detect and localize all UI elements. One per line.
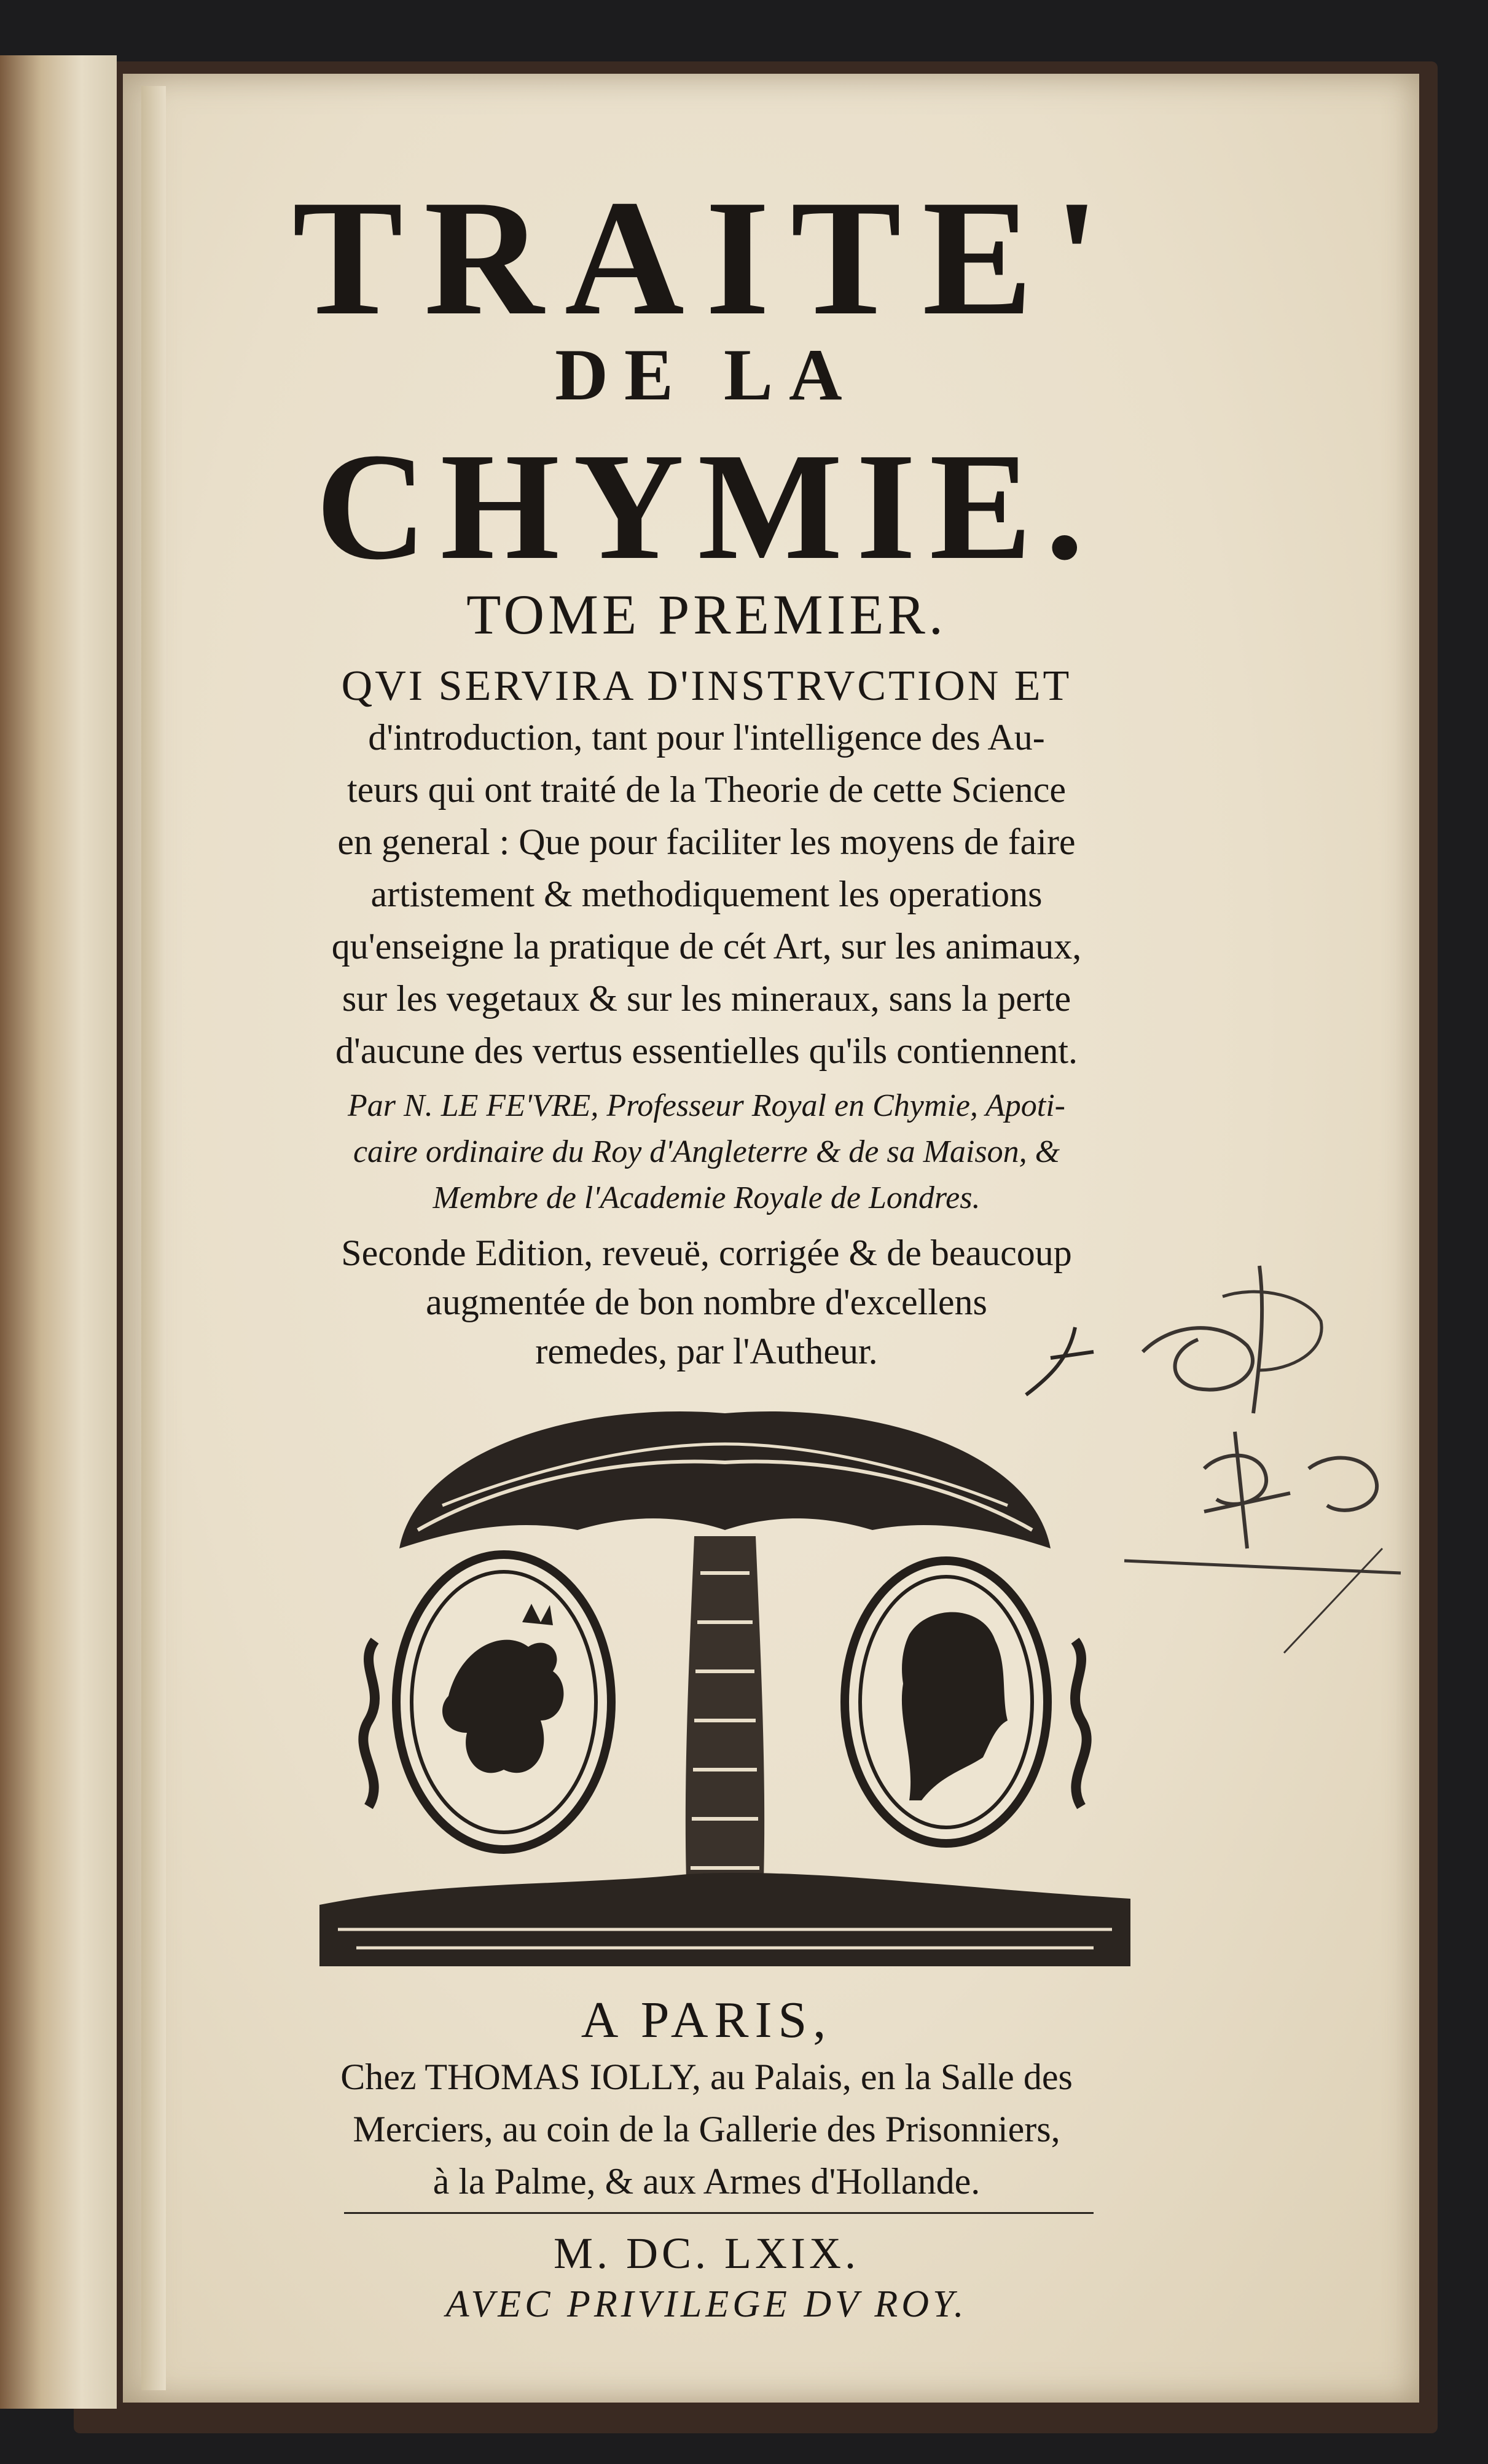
- author-line-1: Par N. LE FE'VRE, Professeur Royal en Chymie, Apoti-: [348, 1088, 1065, 1123]
- author-line-2: caire ordinaire du Roy d'Angleterre & de sa Maison, &: [353, 1134, 1060, 1169]
- edition-line-1: Seconde Edition, reveuë, corrigée & de beaucoup: [341, 1233, 1072, 1273]
- description-line-5: artistement & methodiquement les operations: [370, 874, 1043, 914]
- imprint-line-4: à la Palme, & aux Armes d'Hollande.: [433, 2161, 981, 2202]
- edition-line-3: remedes, par l'Autheur.: [535, 1331, 878, 1371]
- edition-line-2: augmentée de bon nombre d'excellens: [426, 1282, 987, 1322]
- author-line-3: Membre de l'Academie Royale de Londres.: [433, 1180, 981, 1215]
- imprint-line-2: Chez THOMAS IOLLY, au Palais, en la Salle des: [340, 2057, 1073, 2097]
- publication-date: M. DC. LXIX.: [554, 2229, 860, 2278]
- imprint-rule: [344, 2212, 1094, 2214]
- description-line-2: d'introduction, tant pour l'intelligence des Au-: [368, 717, 1045, 758]
- handwritten-annotation: [1001, 1229, 1431, 1659]
- tome-label: TOME PREMIER.: [466, 583, 947, 646]
- page-gutter: [141, 86, 166, 2390]
- description-line-7: sur les vegetaux & sur les mineraux, sans la perte: [342, 978, 1071, 1019]
- description-line-8: d'aucune des vertus essentielles qu'ils contiennent.: [335, 1030, 1078, 1071]
- description-line-6: qu'enseigne la pratique de cét Art, sur les animaux,: [331, 926, 1082, 967]
- left-page-binding: [0, 55, 117, 2409]
- description-line-1: QVI SERVIRA D'INSTRVCTION ET: [341, 662, 1072, 710]
- subtitle-de-la: DE LA: [555, 334, 858, 415]
- subtitle-chymie: CHYMIE.: [315, 422, 1098, 592]
- imprint-city: A PARIS,: [581, 1991, 832, 2049]
- description-line-3: teurs qui ont traité de la Theorie de cette Science: [347, 769, 1067, 810]
- privilege-notice: AVEC PRIVILEGE DV ROY.: [445, 2283, 968, 2325]
- imprint-line-3: Merciers, au coin de la Gallerie des Prisonniers,: [353, 2109, 1060, 2149]
- main-title: TRAITE': [292, 166, 1121, 350]
- description-line-4: en general : Que pour faciliter les moyens de faire: [337, 822, 1076, 862]
